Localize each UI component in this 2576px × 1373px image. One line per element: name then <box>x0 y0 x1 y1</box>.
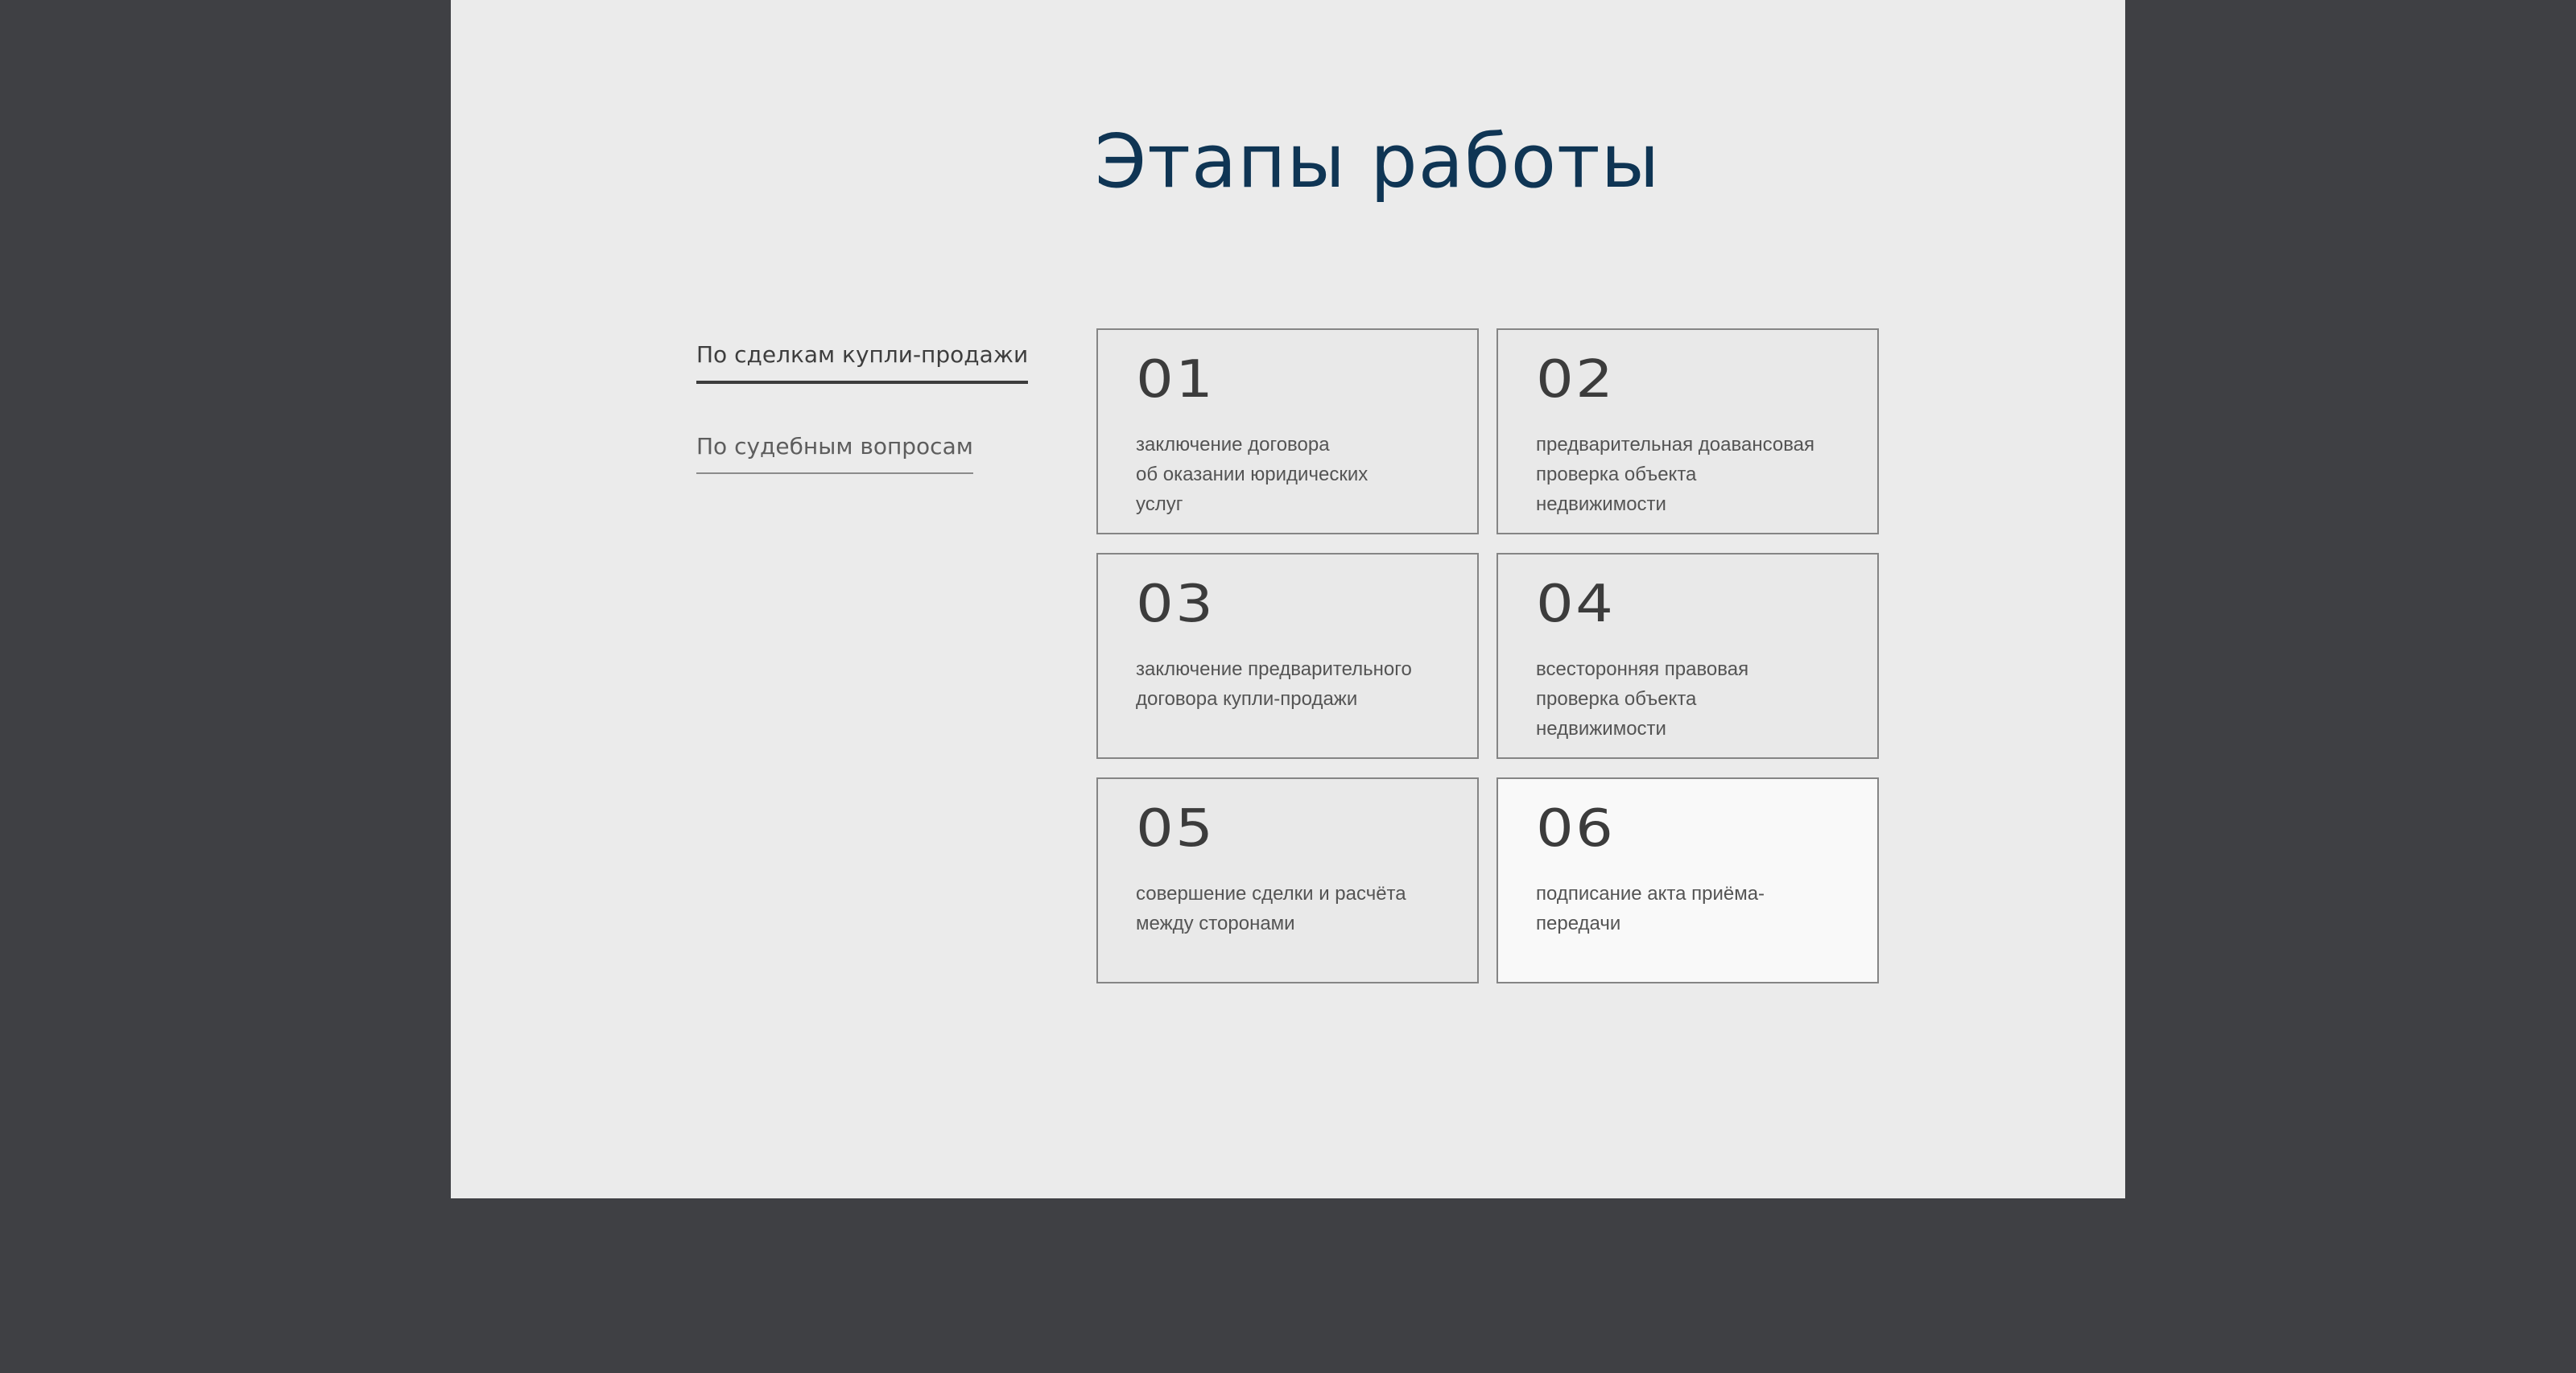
stage-number: 04 <box>1536 575 1616 634</box>
stage-card-02 <box>1496 328 1879 534</box>
page-title: Этапы работы <box>1095 118 1661 204</box>
stage-number: 01 <box>1136 350 1216 410</box>
tab-court-matters[interactable]: По судебным вопросам <box>696 431 973 474</box>
stage-number: 06 <box>1536 799 1616 859</box>
stage-description: заключение предварительного договора купли-продажи <box>1136 658 1412 710</box>
stage-number: 05 <box>1136 799 1216 859</box>
stage-card-04 <box>1496 553 1879 759</box>
stage-card-06 <box>1496 777 1879 983</box>
stage-description: заключение договора об оказании юридических услуг <box>1136 434 1368 515</box>
stage-description: предварительная доавансовая проверка объекта недвижимости <box>1536 434 1815 515</box>
stage-card-05 <box>1096 777 1479 983</box>
tab-sales-deals[interactable]: По сделкам купли-продажи <box>696 339 1028 384</box>
stage-card-03 <box>1096 553 1479 759</box>
stage-number: 03 <box>1136 575 1216 634</box>
stage-number: 02 <box>1536 350 1616 410</box>
stage-card-01 <box>1096 328 1479 534</box>
stage-description: совершение сделки и расчёта между сторонами <box>1136 883 1406 934</box>
stage-description: всесторонняя правовая проверка объекта недвижимости <box>1536 658 1749 740</box>
stage-description: подписание акта приёма- передачи <box>1536 883 1765 934</box>
